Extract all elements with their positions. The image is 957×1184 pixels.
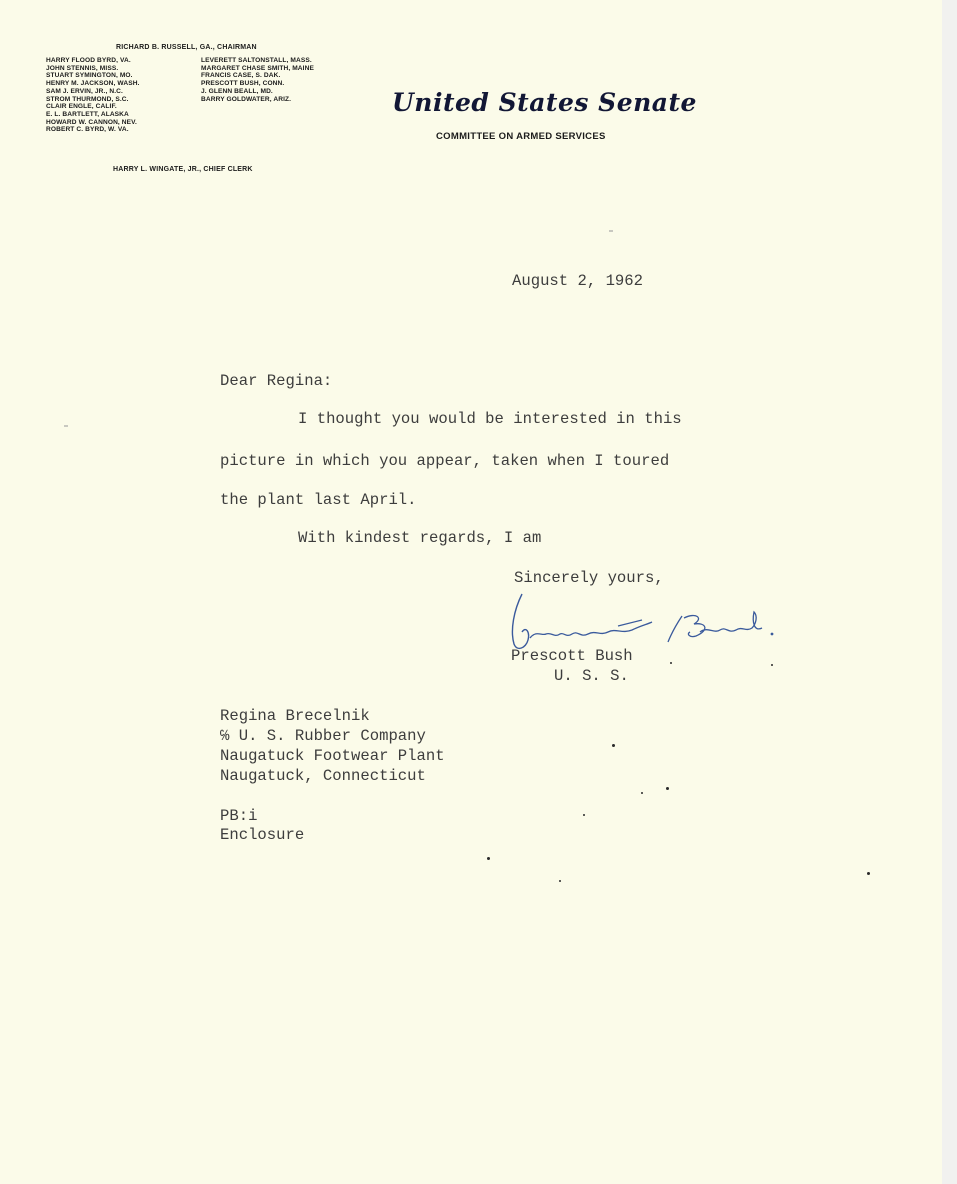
member-name: HOWARD W. CANNON, NEV.	[46, 118, 137, 126]
member-name: STUART SYMINGTON, MO.	[46, 72, 133, 80]
member-name: J. GLENN BEALL, MD.	[201, 87, 273, 95]
letterhead-title: United States Senate	[392, 88, 697, 117]
member-name: HARRY FLOOD BYRD, VA.	[46, 57, 131, 64]
reference-initials: PB:i	[220, 807, 258, 825]
member-name: BARRY GOLDWATER, ARIZ.	[201, 95, 292, 103]
address-line: Naugatuck Footwear Plant	[220, 747, 445, 765]
signature-title: U. S. S.	[554, 667, 629, 685]
body-line: the plant last April.	[220, 491, 417, 509]
paper-speck	[867, 872, 870, 875]
member-name: SAM J. ERVIN, JR., N.C.	[46, 87, 123, 95]
signature-name: Prescott Bush	[511, 647, 633, 665]
member-name: FRANCIS CASE, S. DAK.	[201, 72, 281, 80]
paper-speck	[612, 744, 615, 747]
paper-speck	[666, 787, 669, 790]
paper-speck	[487, 857, 490, 860]
paper-speck	[771, 664, 773, 666]
body-line: With kindest regards, I am	[298, 529, 542, 547]
paper-speck	[641, 792, 643, 794]
letterhead-chief-clerk: HARRY L. WINGATE, JR., CHIEF CLERK	[113, 166, 253, 173]
address-line: Naugatuck, Connecticut	[220, 767, 426, 785]
closing: Sincerely yours,	[514, 569, 664, 587]
paper-speck	[559, 880, 561, 882]
member-name: MARGARET CHASE SMITH, MAINE	[201, 64, 314, 72]
body-line: I thought you would be interested in this	[298, 410, 682, 428]
member-name: LEVERETT SALTONSTALL, MASS.	[201, 57, 312, 64]
paper-mark	[64, 425, 68, 427]
salutation: Dear Regina:	[220, 372, 333, 390]
enclosure-note: Enclosure	[220, 826, 305, 844]
paper-mark	[609, 230, 613, 232]
address-line: ℅ U. S. Rubber Company	[220, 727, 426, 745]
letterhead-committee: COMMITTEE ON ARMED SERVICES	[436, 131, 606, 142]
address-line: Regina Brecelnik	[220, 707, 370, 725]
paper-speck	[670, 662, 672, 664]
member-name: STROM THURMOND, S.C.	[46, 95, 129, 103]
letterhead-members-right	[201, 57, 314, 103]
member-name: CLAIR ENGLE, CALIF.	[46, 103, 117, 111]
member-name: E. L. BARTLETT, ALASKA	[46, 110, 129, 118]
member-name: ROBERT C. BYRD, W. VA.	[46, 126, 129, 134]
member-name: JOHN STENNIS, MISS.	[46, 64, 119, 72]
member-name: HENRY M. JACKSON, WASH.	[46, 80, 140, 88]
paper-speck	[583, 814, 585, 816]
member-name: PRESCOTT BUSH, CONN.	[201, 80, 285, 88]
letterhead-chairman: RICHARD B. RUSSELL, GA., CHAIRMAN	[116, 44, 257, 51]
letterhead-members-left	[46, 57, 140, 134]
body-line: picture in which you appear, taken when I toured	[220, 452, 670, 470]
page-edge-shadow	[942, 0, 957, 1184]
letter-date: August 2, 1962	[512, 272, 644, 290]
